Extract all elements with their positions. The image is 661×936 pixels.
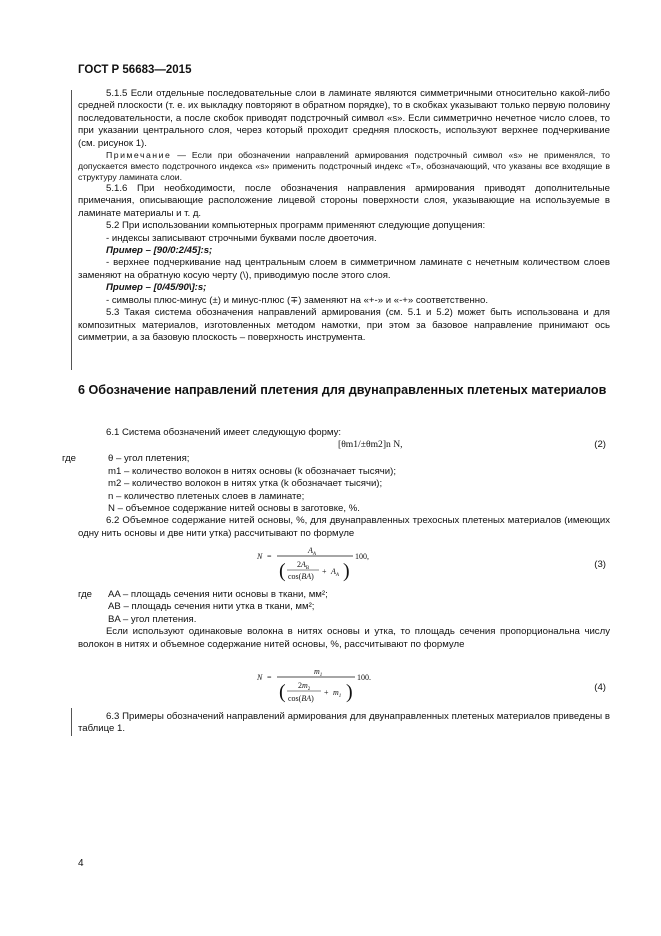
svg-text:cos(BA): cos(BA) bbox=[288, 572, 314, 581]
para-6-2: 6.2 Объемное содержание нитей основы, %, для двунаправленных трехосных плетеных материалов (имеющих одну нить основы и две нити утка) рассчитывают по формуле bbox=[78, 515, 610, 539]
text-block-6-2b bbox=[78, 589, 610, 651]
formula-4-number-text: (4) bbox=[594, 682, 606, 693]
note-label: Примечание bbox=[106, 150, 172, 161]
para-5-1-6: 5.1.6 При необходимости, после обозначения направления армирования приводят дополнительные примечания, описывающие расположение лицевой стороны поверхности слоя, указывающие на используемые в ламинате материалы и т. д. bbox=[78, 183, 610, 219]
section-6-block bbox=[78, 382, 610, 398]
svg-text:+: + bbox=[322, 567, 327, 576]
def-theta: θ – угол плетения; bbox=[108, 453, 190, 465]
svg-text:=: = bbox=[267, 673, 272, 682]
formula-2-line bbox=[78, 439, 610, 453]
formula-3-number-text: (3) bbox=[594, 559, 606, 570]
para-6-3: 6.3 Примеры обозначений направлений армирования для двунаправленных плетеных материалов приведены в таблице 1. bbox=[78, 711, 610, 735]
text-block-top bbox=[78, 88, 610, 344]
svg-text:(: ( bbox=[279, 681, 286, 703]
para-5-2-b: - верхнее подчеркивание над центральным слоем в симметричном ламинате с нечетным количеством слоев заменяют на обратную косую черту (\), приводимую после этого слоя. bbox=[78, 257, 610, 281]
section-6-title: 6 Обозначение направлений плетения для двунаправленных плетеных материалов bbox=[78, 383, 607, 397]
where-label-1: где bbox=[62, 453, 77, 465]
svg-text:AA: $A_A$ bbox=[331, 567, 339, 578]
svg-text:=: = bbox=[267, 552, 272, 561]
where-list-2 bbox=[78, 589, 610, 626]
svg-text:m1: $m_1$ bbox=[314, 667, 323, 678]
def-AA: AA – площадь сечения нити основы в ткани, мм²; bbox=[108, 589, 328, 600]
svg-text:): ) bbox=[346, 681, 353, 703]
para-5-2: 5.2 При использовании компьютерных программ применяют следующие допущения: bbox=[106, 220, 486, 232]
svg-text:(: ( bbox=[279, 560, 286, 582]
change-bar-bottom bbox=[71, 708, 72, 736]
change-bar-top bbox=[71, 90, 72, 370]
note-text: — Если при обозначении направлений армирования подстрочный символ «s» не применялся, то допускается вместо подстрочного индекса «s» применить подстрочный индекс «T», обозначающий, что указаны все входящие в структуру ламината слои. bbox=[78, 150, 610, 183]
def-m1: m1 – количество волокон в нитях основы (k обозначает тысячи); bbox=[108, 465, 396, 477]
note bbox=[78, 150, 610, 183]
para-6-1: 6.1 Система обозначений имеет следующую форму: bbox=[106, 427, 342, 438]
def-n: n – количество плетеных слоев в ламинате; bbox=[108, 490, 305, 502]
svg-text:cos(BA): cos(BA) bbox=[288, 694, 314, 703]
def-N: N – объемное содержание нитей основы в заготовке, %. bbox=[108, 503, 360, 515]
svg-text:100,: 100, bbox=[355, 552, 369, 561]
svg-text:AA: $A_A$ bbox=[308, 546, 316, 557]
example-2: Пример – [0/45/90\]:s; bbox=[106, 282, 207, 294]
svg-text:m1: $m_1$ bbox=[333, 688, 342, 699]
svg-text:N: N bbox=[257, 673, 263, 682]
page-number: 4 bbox=[78, 858, 84, 869]
where-label-2: где bbox=[78, 589, 93, 600]
svg-text:2m2: $2m_2$ bbox=[298, 681, 311, 692]
text-block-6-1 bbox=[62, 427, 610, 540]
para-5-1-5: 5.1.5 Если отдельные последовательные слои в ламинате являются симметричными относительно какой-либо средней плоскости (т. е. их выкладку повторяют в обратном порядке), то в скобках указывают только первую половину последовательности, а после скобок приводят подстрочный символ «s». Если симметрично нечетное число слоев, то при указании центрального слоя, через который проходит средняя плоскость, используют верхнее подчеркивание (см. рисунок 1). bbox=[78, 88, 610, 149]
def-BA: BA – угол плетения. bbox=[108, 613, 197, 625]
formula-3-number bbox=[78, 559, 610, 573]
formula-2: [θm1/±θm2]n N, bbox=[338, 439, 403, 451]
example-1: Пример – [90/0:2/45]:s; bbox=[106, 245, 213, 257]
def-AB: AB – площадь сечения нити утка в ткани, мм²; bbox=[108, 601, 315, 613]
svg-text:100.: 100. bbox=[357, 673, 371, 682]
svg-text:2AB: $2A_B$ bbox=[297, 560, 310, 571]
svg-text:+: + bbox=[324, 688, 329, 697]
para-5-2-c: - символы плюс-минус (±) и минус-плюс (∓) заменяют на «+-» и «-+» соответственно. bbox=[106, 294, 489, 306]
svg-text:): ) bbox=[343, 560, 350, 582]
para-6-2b: Если используют одинаковые волокна в нитях основы и утка, то площадь сечения пропорциональна числу волокон в нитях и объемное содержание нитей основы, %, рассчитывают по формуле bbox=[78, 626, 610, 650]
para-5-2-a: - индексы записывают строчными буквами после двоеточия. bbox=[106, 232, 377, 244]
para-5-3: 5.3 Такая система обозначения направлений армирования (см. 5.1 и 5.2) может быть использована и для композитных материалов, изготовленных методом намотки, при этом за базовое направление принимают ось симметрии, а за базовую плоскость – поверхность инструмента. bbox=[78, 307, 610, 343]
page-header: ГОСТ Р 56683—2015 bbox=[78, 64, 192, 76]
formula-4-number bbox=[78, 682, 610, 696]
svg-text:N: N bbox=[257, 552, 263, 561]
def-m2: m2 – количество волокон в нитях утка (k обозначает тысячи); bbox=[108, 478, 383, 490]
where-list-1 bbox=[62, 453, 610, 515]
text-block-6-3 bbox=[78, 711, 610, 736]
formula-2-number: (2) bbox=[594, 439, 606, 451]
